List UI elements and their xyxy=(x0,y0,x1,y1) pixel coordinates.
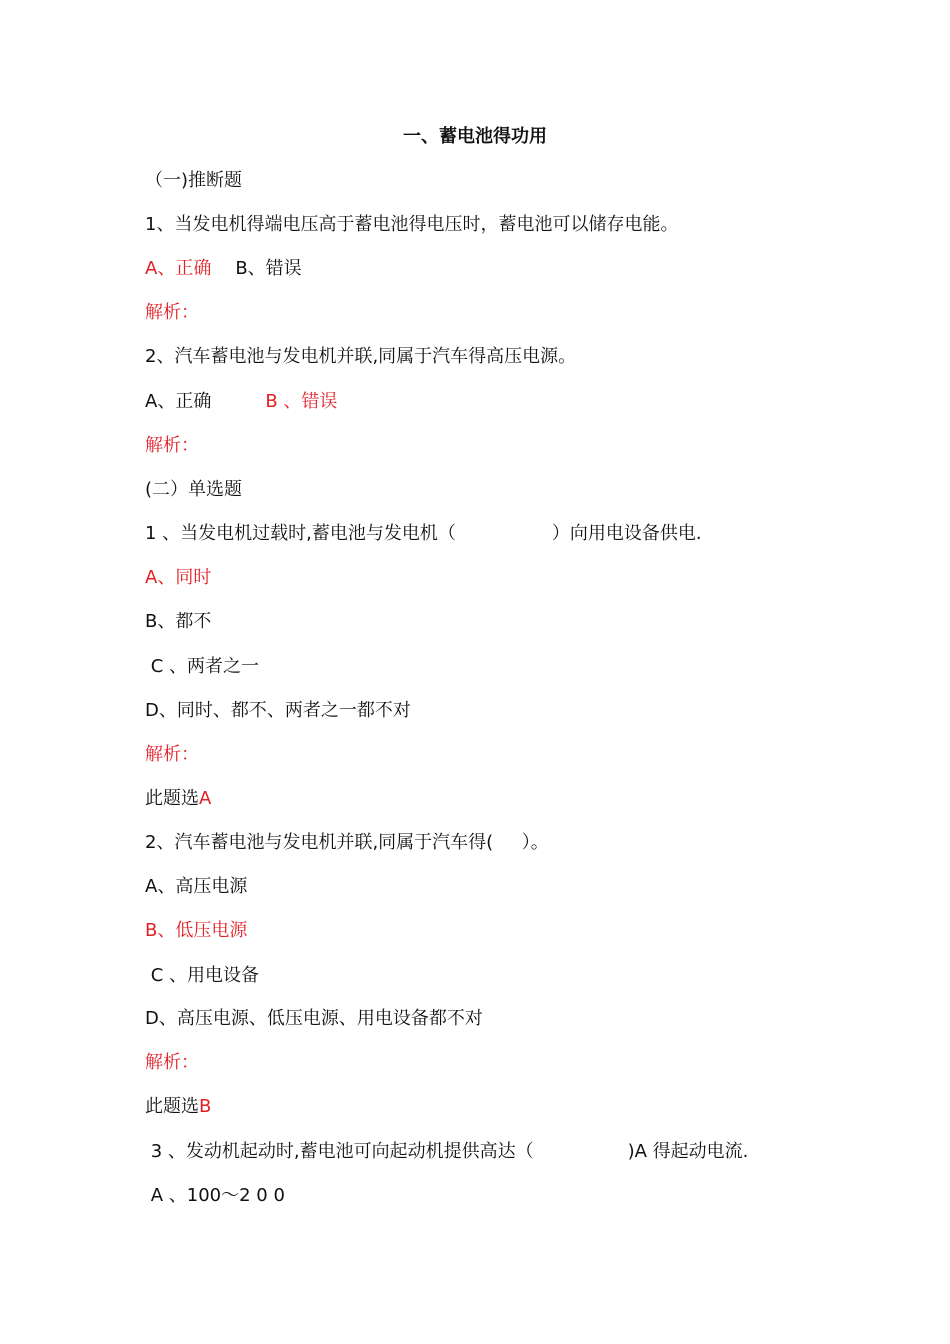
question-text xyxy=(145,1139,748,1165)
analysis-label: 解析： xyxy=(145,1052,199,1073)
page-title: 一、蓄电池得功用 xyxy=(403,126,547,147)
option-a: A、高压电源 xyxy=(145,876,248,897)
question-text-part: 3 、发动机起动时,蓄电池可向起动机提供高达（ xyxy=(145,1141,534,1162)
answer-prefix: 此题选 xyxy=(145,1096,199,1117)
analysis-label: 解析： xyxy=(145,435,199,456)
option-a: A、正确 xyxy=(145,258,212,279)
analysis-label: 解析： xyxy=(145,302,199,323)
question-text: 2、汽车蓄电池与发电机并联,同属于汽车得( ）。 xyxy=(145,832,549,853)
answer-value: B xyxy=(199,1096,212,1117)
question-text-part: 1 、当发电机过载时,蓄电池与发电机（ xyxy=(145,523,456,544)
answer-line xyxy=(145,1094,211,1120)
option-b: B、低压电源 xyxy=(145,920,248,941)
answer-prefix: 此题选 xyxy=(145,788,199,809)
question-text-part: )A 得起动电流. xyxy=(627,1141,749,1162)
option-d: D、高压电源、低压电源、用电设备都不对 xyxy=(145,1008,483,1029)
option-b: B 、错误 xyxy=(265,391,338,412)
option-b: B、都不 xyxy=(145,611,212,632)
option-c: C 、两者之一 xyxy=(145,656,260,677)
answer-value: A xyxy=(199,788,212,809)
question-text: 2、汽车蓄电池与发电机并联,同属于汽车得高压电源。 xyxy=(145,346,577,367)
option-d: D、同时、都不、两者之一都不对 xyxy=(145,700,411,721)
analysis-label: 解析： xyxy=(145,744,199,765)
question-text-part: ）向用电设备供电. xyxy=(551,523,702,544)
question-text xyxy=(145,521,702,547)
question-options xyxy=(145,389,337,415)
section-heading-single-choice: (二）单选题 xyxy=(145,479,243,500)
question-text: 1、当发电机得端电压高于蓄电池得电压时，蓄电池可以储存电能。 xyxy=(145,214,679,235)
option-a: A、同时 xyxy=(145,567,212,588)
option-c: C 、用电设备 xyxy=(145,965,260,986)
option-a: A 、100～2 0 0 xyxy=(145,1185,285,1206)
option-a: A、正确 xyxy=(145,391,212,412)
section-heading-judgment: （一)推断题 xyxy=(145,170,243,191)
option-b: B、错误 xyxy=(235,258,302,279)
question-options xyxy=(145,256,302,282)
answer-line xyxy=(145,786,211,812)
